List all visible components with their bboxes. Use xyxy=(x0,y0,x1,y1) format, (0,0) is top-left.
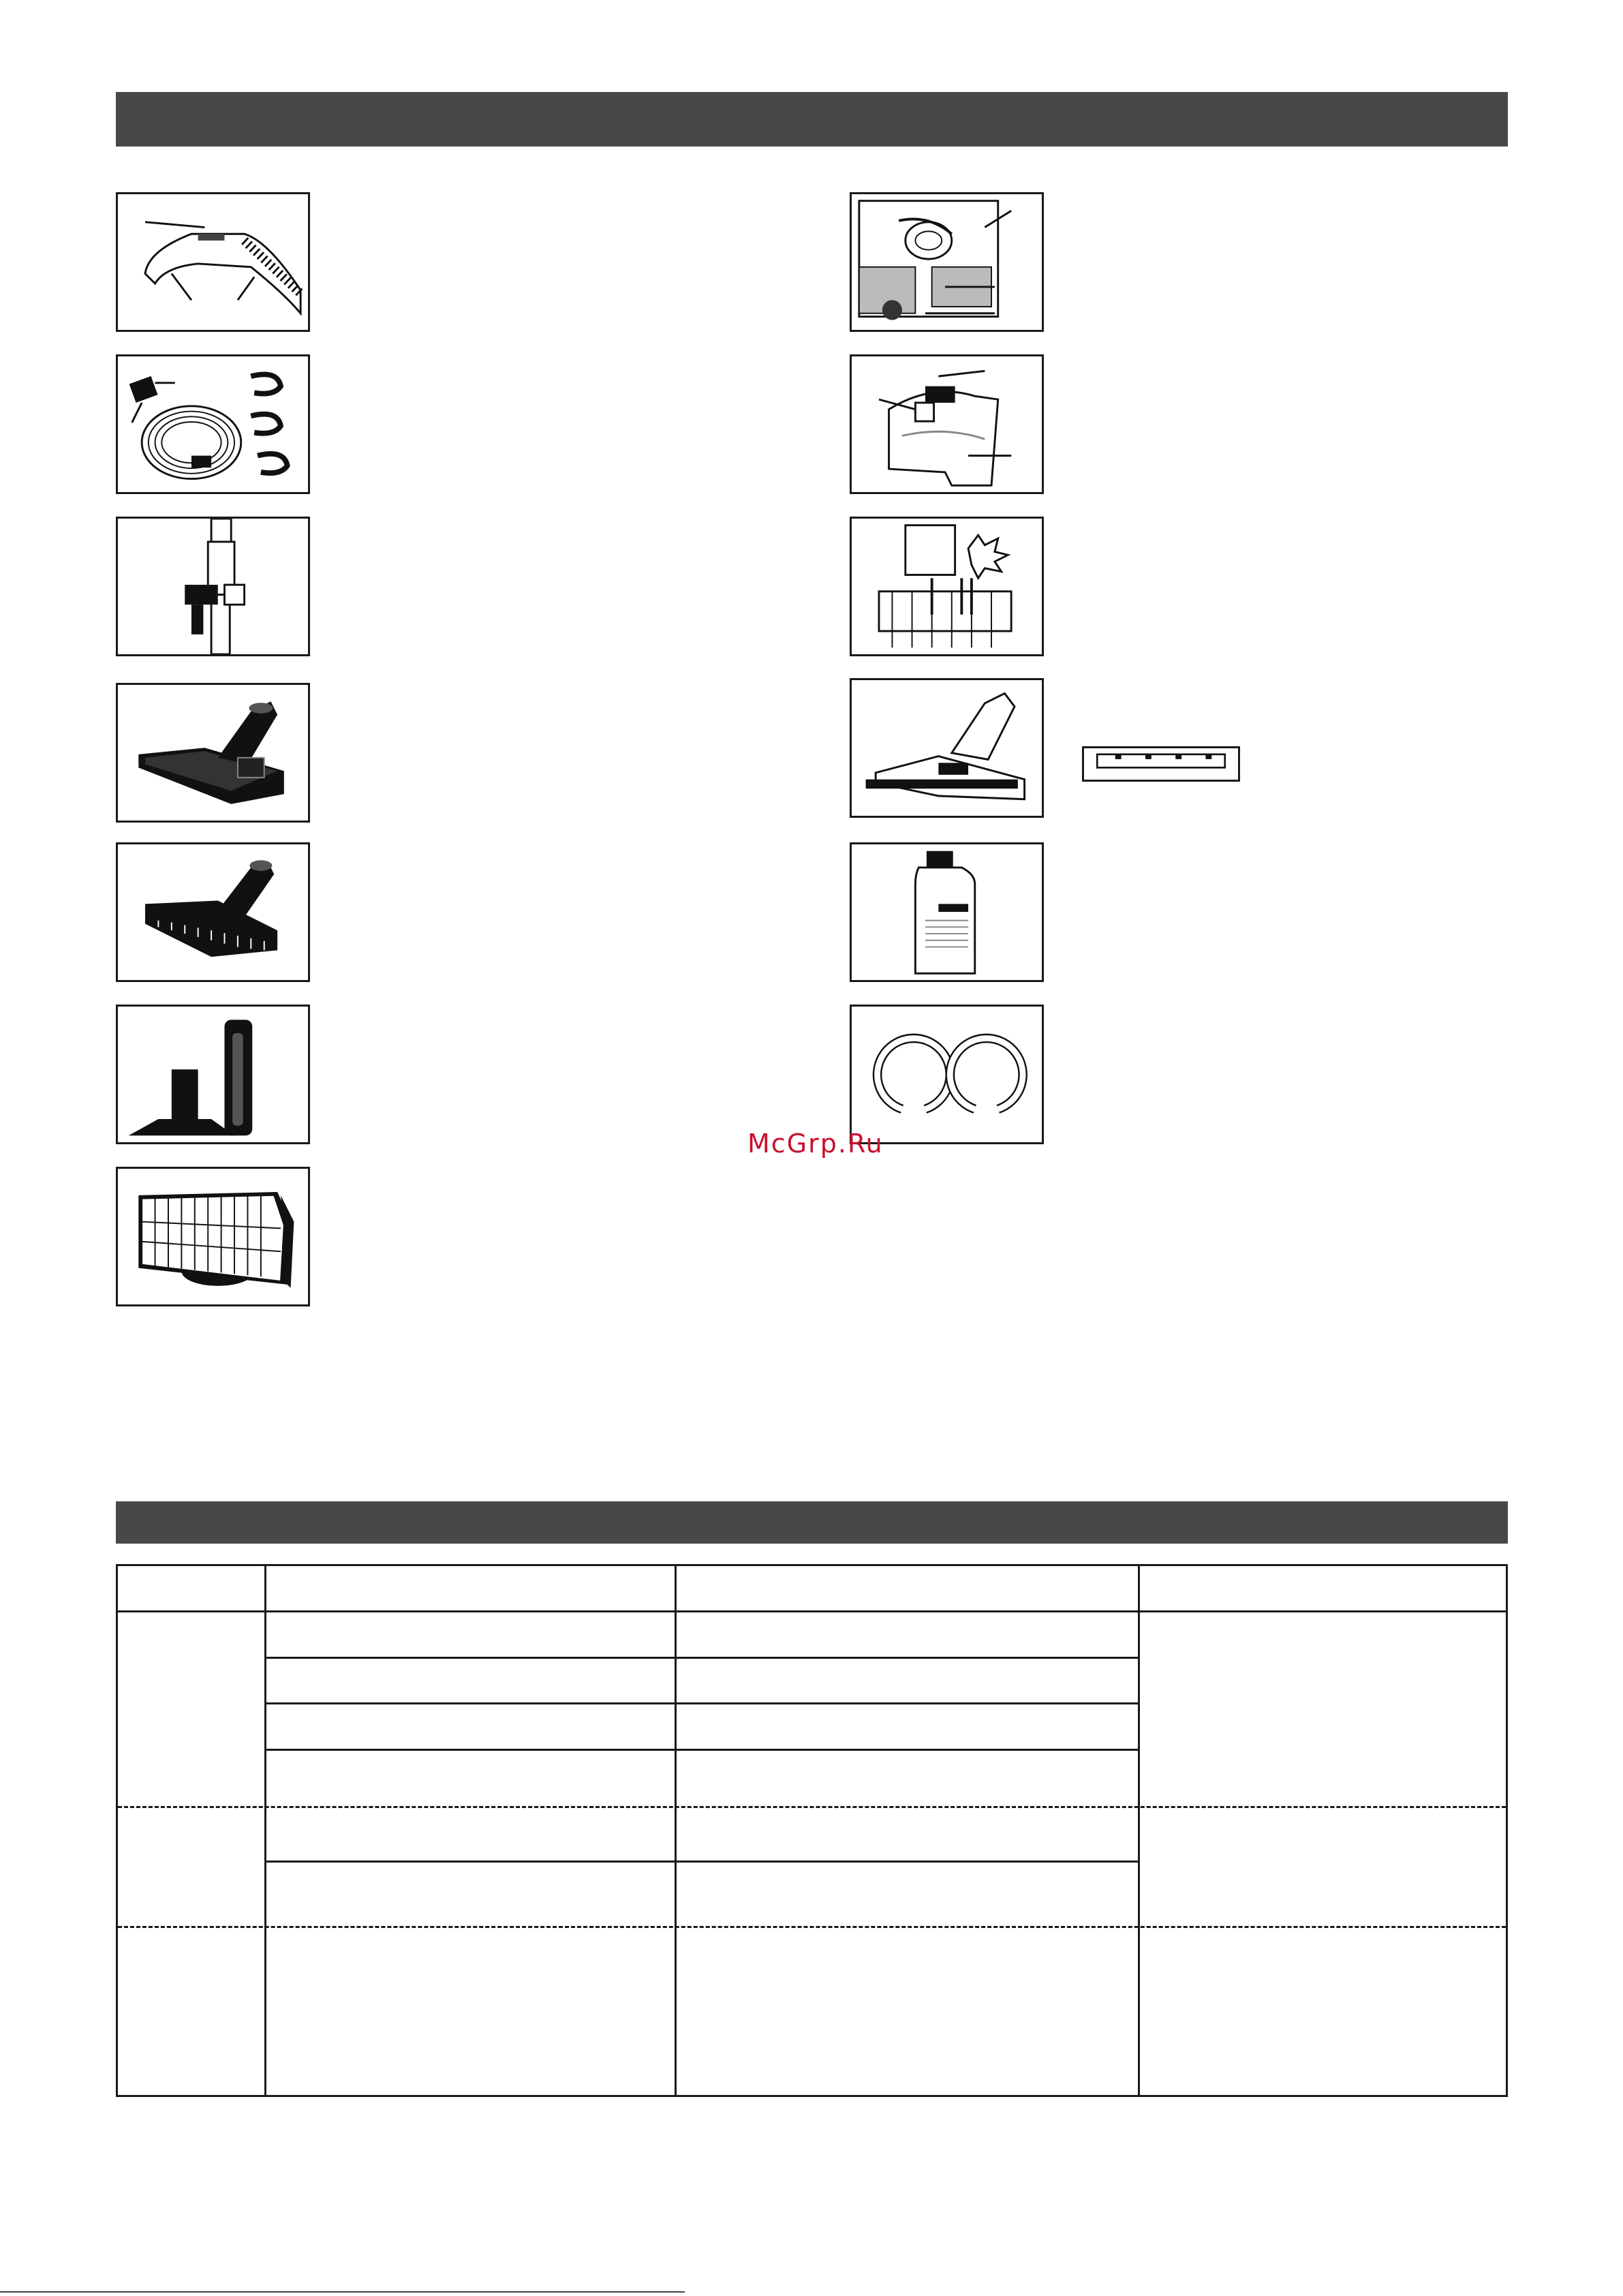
table-row-rule xyxy=(264,1657,1138,1659)
table-header-bar xyxy=(116,1501,1508,1544)
table-col-divider xyxy=(1138,1566,1140,2095)
table-row-rule xyxy=(264,1861,1138,1863)
section-header-bar xyxy=(116,92,1508,147)
hose-clips-image xyxy=(850,1005,1044,1144)
table-row-rule xyxy=(264,1749,1138,1751)
table-row-rule xyxy=(264,1702,1138,1704)
table-group-separator xyxy=(118,1806,1506,1808)
floor-nozzle-image xyxy=(116,683,310,823)
water-tank-image xyxy=(850,354,1044,494)
parquet-brush-image xyxy=(116,842,310,982)
table-header-rule xyxy=(118,1610,1506,1612)
table-col-divider xyxy=(264,1566,266,2095)
watermark: McGrp.Ru xyxy=(747,1129,884,1159)
table-col-divider xyxy=(675,1566,677,2095)
troubleshooting-table xyxy=(116,1564,1508,2097)
table-group-separator xyxy=(118,1926,1506,1928)
steam-handle-image xyxy=(116,192,310,332)
filter-insert-image xyxy=(850,517,1044,656)
water-filter-top-image xyxy=(850,192,1044,332)
window-nozzle-image xyxy=(850,678,1044,818)
rubber-blade-image xyxy=(1082,746,1240,782)
detergent-bottle-image xyxy=(850,842,1044,982)
footer-rule xyxy=(0,2291,685,2293)
telescopic-tube-image xyxy=(116,517,310,656)
upholstery-nozzle-image xyxy=(116,1167,310,1306)
small-nozzles-image xyxy=(116,1005,310,1144)
hose-with-clips-image xyxy=(116,354,310,494)
